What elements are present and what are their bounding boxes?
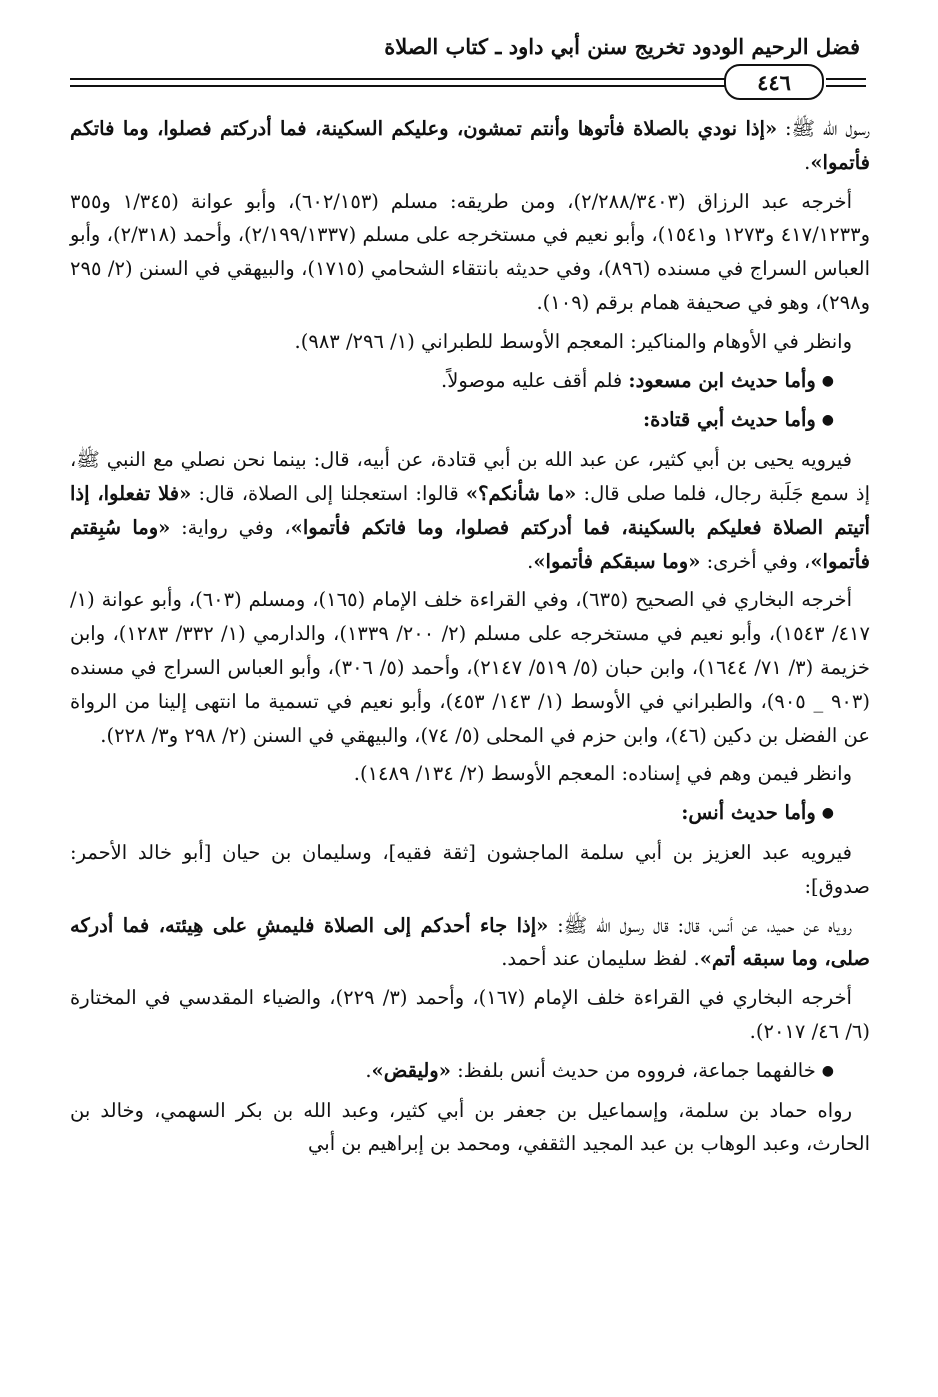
running-title: فضل الرحيم الودود تخريج سنن أبي داود ـ كتاب الصلاة <box>384 34 860 59</box>
bullet-icon: ● <box>821 1062 834 1079</box>
paragraph-see-also: وانظر في الأوهام والمناكير: المعجم الأوسط للطبراني (١/ ٢٩٦/ ٩٨٣). <box>294 329 852 353</box>
paragraph-abu-qatada-heading <box>70 403 870 438</box>
text-run: . <box>804 150 811 174</box>
hadith-quote: «إذا نودي بالصلاة فأتوها وأنتم تمشون، وعليكم السكينة، فما أدركتم فصلوا، وما فاتكم فأتموا» <box>70 117 870 174</box>
hadith-quote: «وما سُبِقتم فأتموا» <box>70 515 870 573</box>
paragraph-ibn-masud <box>70 364 870 399</box>
hadith-quote: «وما سبقكم فأتموا» <box>533 549 701 573</box>
paragraph-disagreement <box>70 1054 870 1089</box>
paragraph-anas-text <box>70 909 870 977</box>
paragraph-takhrij: أخرجه عبد الرزاق (٢/٢٨٨/٣٤٠٣)، ومن طريقه: مسلم (٦٠٢/١٥٣)، وأبو عوانة (١/٣٤٥ و٣٥٥ و٤١٧/١٢٣٣ و١٢٧٣ و١٥٤١)، وأبو نعيم في مستخرجه على مسلم (٢/١٩٩/١٣٣٧)، وأحمد (٢/٣١٨)، وأبو العباس السراج في مسنده (٨٩٦)، وفي حديثه بانتقاء الشحامي (١٧١٥)، والبيهقي في السنن (٢/ ٢٩٥ و٢٩٨)، وهو في صحيفة همام برقم (١٠٩). <box>70 189 871 314</box>
text-run: فلم أقف عليه موصولاً. <box>441 368 629 392</box>
hadith-quote: «وليقض» <box>371 1058 451 1082</box>
section-heading: وأما حديث ابن مسعود: <box>628 368 816 392</box>
header-rule-short <box>826 78 866 87</box>
paragraph-hadith-text <box>70 112 870 180</box>
bullet-icon: ● <box>821 412 834 429</box>
page-number: ٤٤٦ <box>757 69 791 95</box>
text-run: . <box>527 549 534 573</box>
bullet-icon: ● <box>821 805 834 822</box>
text-run: خالفهما جماعة، فرووه من حديث أنس بلفظ: <box>450 1058 816 1082</box>
paragraph-anas-narrators: فيرويه عبد العزيز بن أبي سلمة الماجشون [ثقة فقيه]، وسليمان بن حيان [أبو خالد الأحمر: صدوق]: <box>70 840 870 898</box>
text-run: . لفظ سليمان عند أحمد. <box>501 947 700 971</box>
section-heading: وأما حديث أنس: <box>681 801 816 825</box>
text-run: . <box>365 1058 372 1082</box>
text-run: روياه عن حميد، عن أنس، قال: قال رسول الله ﷺ: <box>548 913 852 937</box>
header-rule <box>70 78 725 87</box>
text-run: فيرويه يحيى بن أبي كثير، عن عبد الله بن أبي قتادة، عن أبيه، قال: بينما نحن نصلي مع النبي ﷺ، إذ سمع جَلَبة رجال، فلما صلى قال: <box>70 448 870 505</box>
paragraph-narrators-list: رواه حماد بن سلمة، وإسماعيل بن جعفر بن أبي كثير، وعبد الله بن بكر السهمي، وخالد بن الحارث، وعبد الوهاب بن عبد المجيد الثقفي، ومحمد بن إبراهيم بن أبي <box>70 1098 870 1156</box>
hadith-quote: «فلا تفعلوا، إذا أتيتم الصلاة فعليكم بالسكينة، فما أدركتم فصلوا، وما فاتكم فأتموا» <box>70 481 870 539</box>
page-header <box>70 34 866 96</box>
hadith-quote: «إذا جاء أحدكم إلى الصلاة فليمشِ على هِيئته، فما أدركه صلى، وما سبقه أتم» <box>70 913 870 971</box>
section-heading: وأما حديث أبي قتادة: <box>642 408 816 432</box>
text-run: رسول الله ﷺ: <box>777 117 870 140</box>
bullet-icon: ● <box>821 372 834 389</box>
paragraph-takhrij: أخرجه البخاري في الصحيح (٦٣٥)، وفي القراءة خلف الإمام (١٦٥)، ومسلم (٦٠٣)، وأبو عوانة (١/ ٤١٧/ ١٥٤٣)، وأبو نعيم في مستخرجه على مسلم (٢/ ٢٠٠/ ١٣٣٩)، والدارمي (١/ ٣٣٢/ ١٢٨٣)، وابن خزيمة (٣/ ٧١/ ١٦٤٤)، وابن حبان (٥/ ٥١٩/ ٢١٤٧)، وأحمد (٥/ ٣٠٦)، وأبو العباس السراج في مسنده (٩٠٣ _ ٩٠٥)، والطبراني في الأوسط (١/ ١٤٣/ ٤٥٣)، وأبو نعيم في تسمية ما انتهى إلينا من الرواة عن الفضل بن دكين (٤٦)، وابن حزم في المحلى (٥/ ٧٤)، والبيهقي في السنن (٢/ ٢٩٨ و٣/ ٢٢٨). <box>70 588 870 747</box>
text-run: ، وفي أخرى: <box>700 549 811 573</box>
paragraph-anas-heading <box>70 796 870 831</box>
paragraph-abu-qatada-text <box>70 443 870 578</box>
paragraph-see-also: وانظر فيمن وهم في إسناده: المعجم الأوسط (٢/ ١٣٤/ ١٤٨٩). <box>353 762 852 786</box>
page-body <box>70 112 870 1166</box>
text-run: قالوا: استعجلنا إلى الصلاة، قال: <box>191 481 466 505</box>
text-run: ، وفي رواية: <box>170 515 291 539</box>
hadith-quote: «ما شأنكم؟» <box>465 481 577 505</box>
paragraph-takhrij: أخرجه البخاري في القراءة خلف الإمام (١٦٧)، وأحمد (٣/ ٢٢٩)، والضياء المقدسي في المختارة (٦/ ٤٦/ ٢٠١٧). <box>70 986 870 1043</box>
page-number-badge <box>724 64 824 100</box>
